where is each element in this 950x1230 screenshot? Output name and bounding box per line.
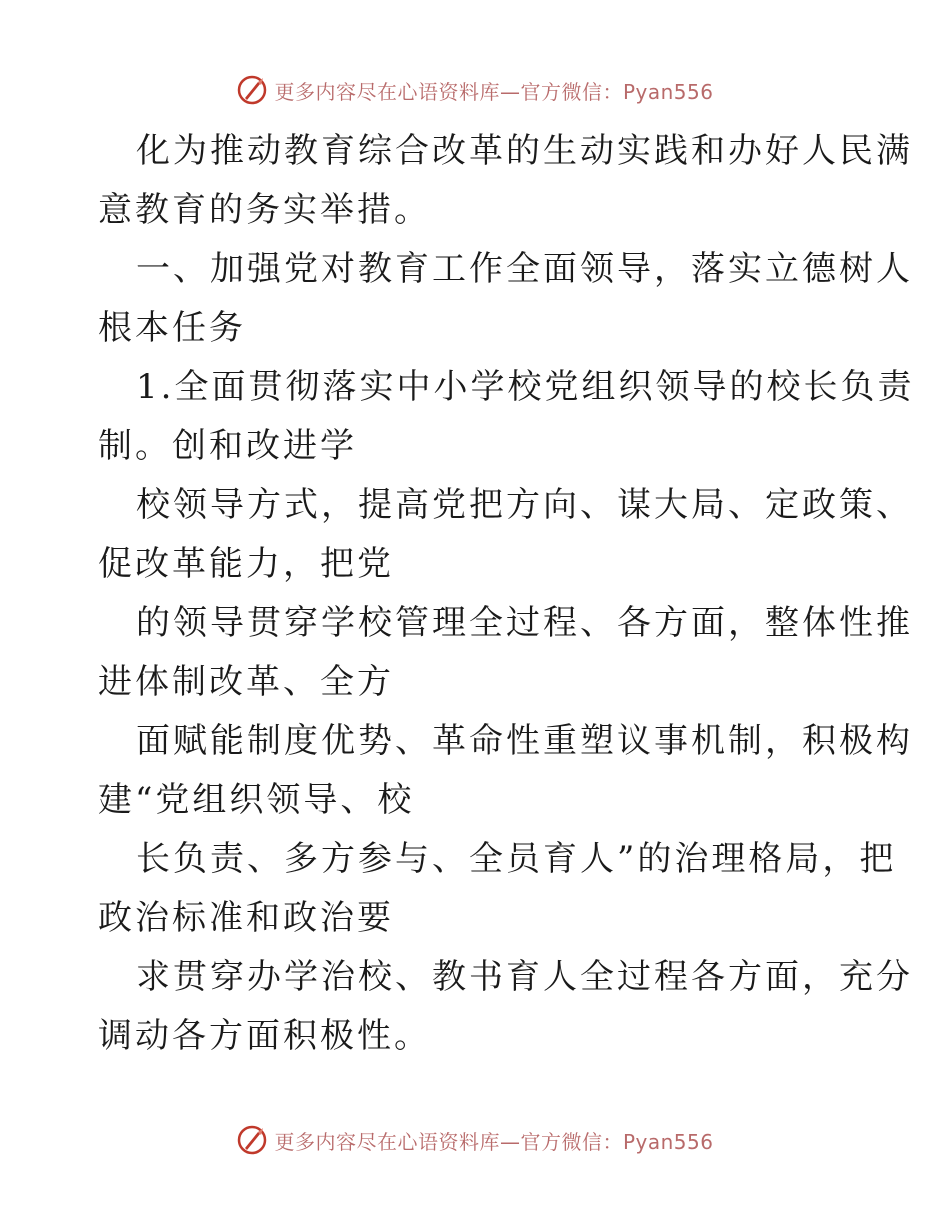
document-body — [98, 122, 915, 1066]
quill-pen-logo-icon — [236, 1124, 268, 1156]
body-line: 化为推动教育综合改革的生动实践和办好人民满 — [136, 131, 913, 171]
body-line: 求贯穿办学治校、教书育人全过程各方面，充分 — [136, 957, 913, 997]
body-line: 长负责、多方参与、全员育人”的治理格局，把 — [136, 839, 897, 879]
body-line: 的领导贯穿学校管理全过程、各方面，整体性推 — [136, 603, 913, 643]
section-heading-line: 一、加强党对教育工作全面领导，落实立德树人 — [136, 249, 913, 289]
body-line: 促改革能力，把党 — [98, 544, 394, 584]
body-line: 进体制改革、全方 — [98, 662, 394, 702]
header-watermark-banner — [0, 70, 950, 110]
body-line: 调动各方面积极性。 — [98, 1016, 431, 1056]
body-line: 校领导方式，提高党把方向、谋大局、定政策、 — [136, 485, 913, 525]
body-line: 政治标准和政治要 — [98, 898, 394, 938]
quill-pen-logo-icon — [236, 74, 268, 106]
section-heading-line: 根本任务 — [98, 308, 246, 348]
footer-watermark-text: 更多内容尽在心语资料库—官方微信：Pyan556 — [274, 1129, 714, 1154]
body-line: 1.全面贯彻落实中小学校党组织领导的校长负责 — [136, 367, 915, 407]
footer-watermark-banner — [0, 1120, 950, 1160]
body-line: 建“党组织领导、校 — [98, 780, 415, 820]
header-watermark-text: 更多内容尽在心语资料库—官方微信：Pyan556 — [274, 79, 714, 104]
body-line: 制。创和改进学 — [98, 426, 357, 466]
body-line: 意教育的务实举措。 — [98, 190, 431, 230]
body-line: 面赋能制度优势、革命性重塑议事机制，积极构 — [136, 721, 913, 761]
